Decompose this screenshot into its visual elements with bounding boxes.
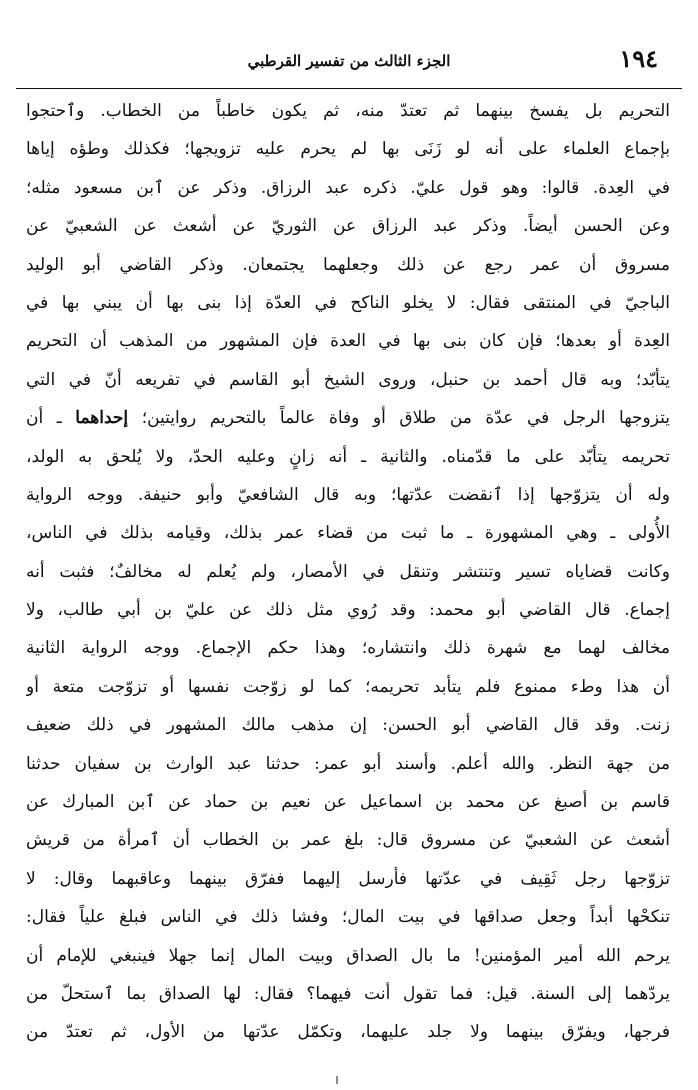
text-line: وعن الحسن أيضاً. وذكر عبد الرزاق عن الثوريّ عن أشعث عن الشعبيّ عن	[26, 216, 670, 237]
text-line: إجماع. قال القاضي أبو محمد: وقد رُوي مثل ذلك عن عليّ بن أبي طالب، ولا	[26, 600, 670, 621]
text-line: من جهة النظر. والله أعلم. وأسند أبو عمر: حدثنا عبد الوارث بن سفيان حدثنا	[26, 753, 670, 774]
text-line: التحريم بل يفسخ بينهما ثم تعتدّ منه، ثم يكون خاطباً من الخطاب. وٱحتجوا	[26, 101, 670, 121]
footer-mark	[336, 1076, 338, 1084]
text-line: الأُولى ـ وهي المشهورة ـ ما ثبت من قضاء عمر بذلك، وقيامه بذلك في الناس،	[26, 523, 670, 544]
running-title: الجزء الثالث من تفسير القرطبي	[247, 52, 451, 70]
line-segment: ـ أن	[26, 408, 76, 429]
bold-term: إحداهما	[75, 408, 129, 429]
line-segment: يتزوجها الرجل في عدّة من طلاق أو وفاة عالماً بالتحريم روايتين؛	[128, 408, 670, 429]
header-divider	[16, 88, 682, 89]
text-line: مخالف لهما مع شهرة ذلك وانتشاره؛ وهذا حكم الإجماع. ووجه الرواية الثانية	[26, 638, 670, 659]
text-line: وكانت قضاياه تسير وتنتشر وتنقل في الأمصار، ولم يُعلم له مخالفٌ؛ فثبت أنه	[26, 561, 670, 582]
text-line	[26, 399, 670, 437]
text-line: زنت. وقد قال القاضي أبو الحسن: إن مذهب مالك المشهور في ذلك ضعيف	[26, 715, 670, 736]
text-line: في العِدة. قالوا: وهو قول عليّ. ذكره عبد الرزاق. وذكر عن ٱبن مسعود مثله؛	[26, 177, 670, 198]
text-line: بإجماع العلماء على أنه لو زَنَى بها لم يحرم عليه تزويجها؛ فكذلك وطؤه إياها	[26, 139, 670, 160]
text-line: تحريمه يتأبّد على ما قدّمناه. والثانية ـ أنه زانٍ وعليه الحدّ، ولا يُلحق به الولد،	[26, 446, 670, 467]
text-line: يردّهما إلى السنة. قيل: فما تقول أنت فيهما؟ فقال: لها الصداق بما ٱستحلّ من	[26, 983, 670, 1004]
text-line: فرجها، ويفرّق بينهما ولا جلد عليهما، وتكمّل عدّتها من الأول، ثم تعتدّ من	[26, 1022, 670, 1043]
text-line: يرحم الله أمير المؤمنين! ما بال الصداق وبيت المال إنما جهلا فينبغي للإمام أن	[26, 945, 670, 966]
text-line: أن هذا وطء ممنوع فلم يتأبد تحريمه؛ كما لو زوّجت نفسها أو تزوّجت متعة أو	[26, 676, 670, 697]
text-line: العِدة أو بعدها؛ فإن كان بنى بها في العدة فإن المشهور من المذهب أن التحريم	[26, 331, 670, 352]
text-line: وله أن يتزوّجها إذا ٱنقضت عدّتها؛ وبه قال الشافعيّ وأبو حنيفة. ووجه الرواية	[26, 484, 670, 505]
text-line: يتأبّد؛ وبه قال أحمد بن حنبل، وروى الشيخ أبو القاسم في تفريعه أنّ في التي	[26, 369, 670, 390]
text-line: أشعث عن الشعبيّ عن مسروق قال: بلغ عمر بن الخطاب أن ٱمرأة من قريش	[26, 830, 670, 851]
text-line: تنكحْها أبداً وجعل صداقها في بيت المال؛ وفشا ذلك في الناس فبلغ علياً فقال:	[26, 907, 670, 928]
text-line: الباجيّ في المنتقى فقال: لا يخلو الناكح في العدّة إذا بنى بها أن يبني بها في	[26, 292, 670, 313]
body-text	[26, 92, 670, 1052]
text-line: تزوّجها رجل ثَقِيف في عدّتها فأرسل إليهما ففرّق بينهما وعاقبهما وقال: لا	[26, 868, 670, 889]
page-number: ١٩٤	[619, 44, 658, 73]
text-line: قاسم بن أصبغ عن محمد بن اسماعيل عن نعيم بن حماد عن ٱبن المبارك عن	[26, 792, 670, 813]
page-header	[16, 40, 682, 84]
text-line: مسروق أن عمر رجع عن ذلك وجعلهما يجتمعان. وذكر القاضي أبو الوليد	[26, 254, 670, 275]
